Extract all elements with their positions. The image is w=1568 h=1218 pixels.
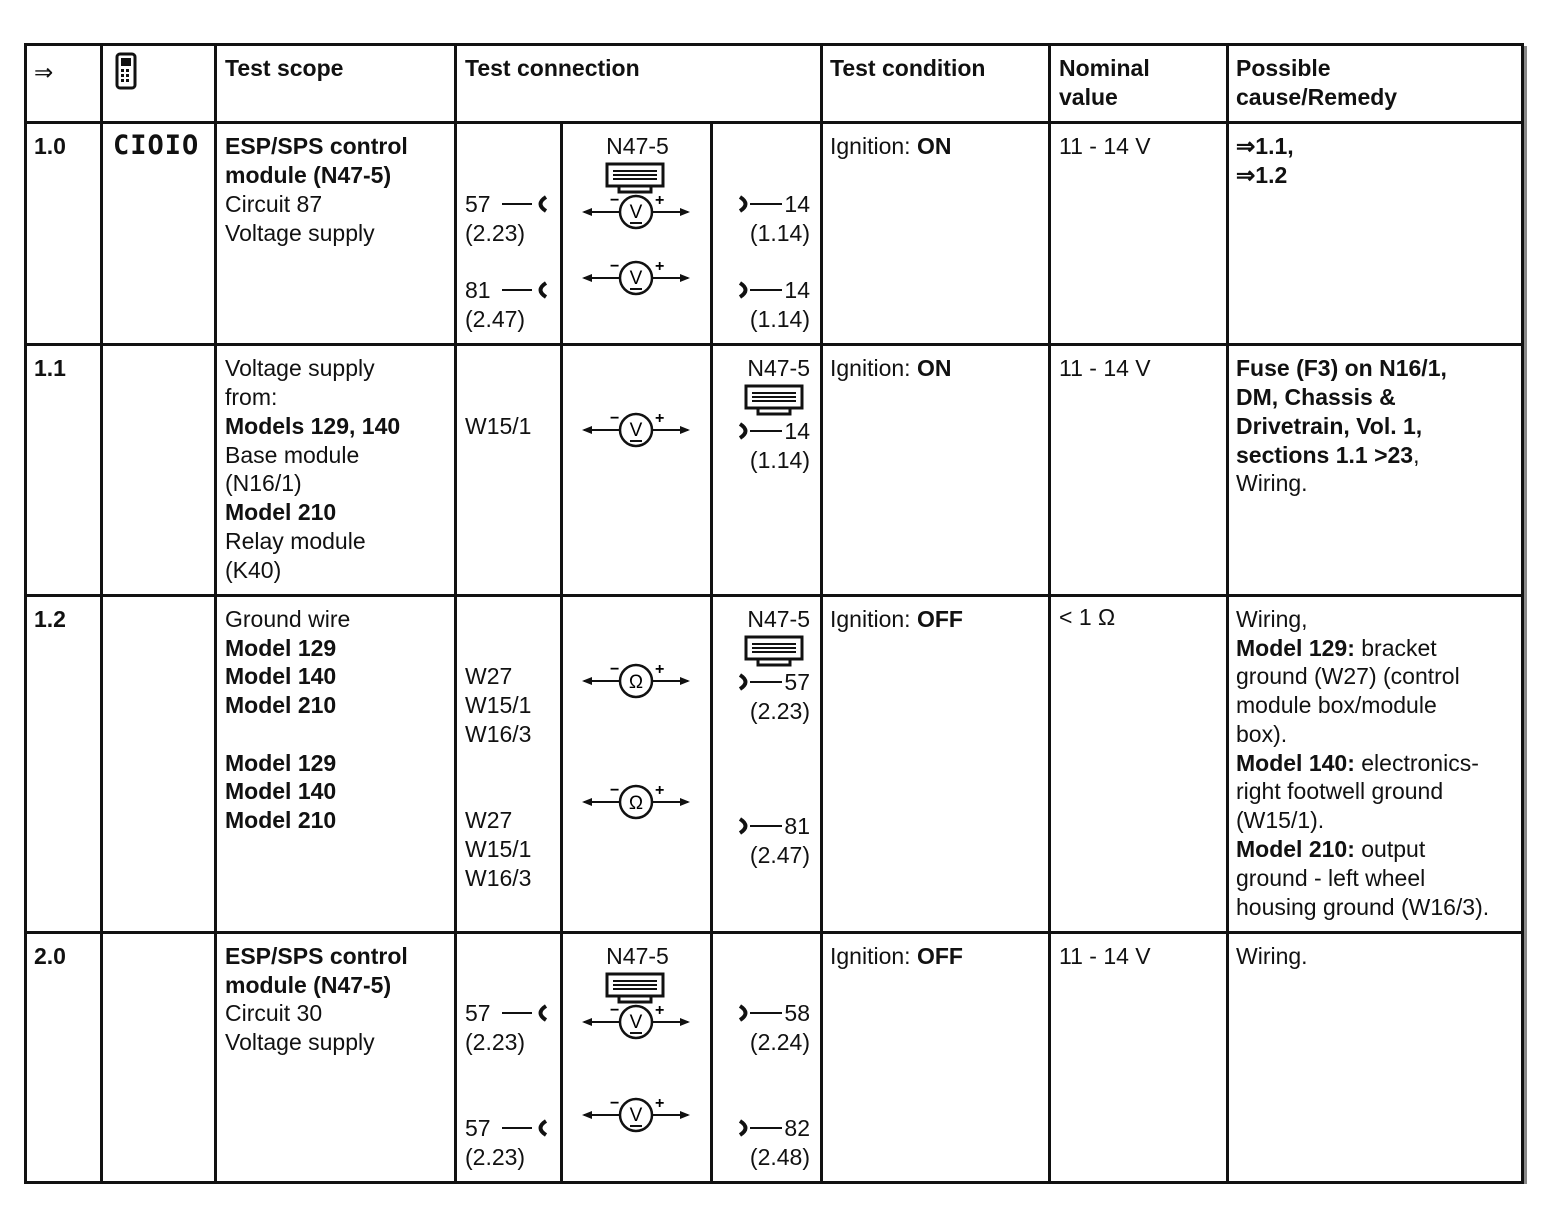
- table-right-border: [1521, 43, 1524, 1184]
- pin-right: 81: [784, 813, 810, 839]
- tester-icon: [114, 52, 140, 92]
- scope-line: Model 129: [225, 635, 337, 661]
- scope-line: Model 140: [225, 663, 337, 689]
- pin-right: 82: [784, 1115, 810, 1141]
- svg-text:−: −: [610, 1095, 620, 1112]
- cause-line: [1236, 441, 1419, 470]
- scope-line: Voltage supply: [225, 355, 375, 381]
- header-test-scope: Test scope: [225, 55, 344, 81]
- condition-value: OFF: [916, 943, 963, 969]
- scope-line: (N16/1): [225, 470, 302, 496]
- condition-value: OFF: [916, 606, 963, 632]
- col-divider: [214, 43, 217, 1184]
- pin-right-ref: (2.47): [749, 842, 810, 868]
- ohmmeter-icon: [580, 784, 692, 824]
- pin-left: W15/1: [465, 413, 532, 439]
- meter-symbol: V: [629, 1105, 643, 1126]
- cause-line: [1236, 634, 1437, 663]
- meter-symbol: V: [629, 268, 643, 289]
- cause-line: module box/module: [1236, 692, 1437, 718]
- row-divider: [24, 343, 1524, 346]
- connector-label: N47-5: [606, 943, 669, 969]
- table-bottom-border: [24, 1181, 1524, 1184]
- scope-line: module (N47-5): [225, 972, 392, 998]
- step-number: 1.2: [34, 606, 66, 632]
- pin-right-ref: (2.48): [749, 1144, 810, 1170]
- connector-label: N47-5: [747, 355, 810, 381]
- svg-text:+: +: [655, 1095, 665, 1112]
- scope-line: (K40): [225, 557, 282, 583]
- cause-line: right footwell ground: [1236, 778, 1444, 804]
- scope-line: ESP/SPS control: [225, 943, 408, 969]
- cause-text: electronics-: [1354, 750, 1479, 776]
- col-divider: [560, 121, 563, 1184]
- cause-line: box).: [1236, 721, 1288, 747]
- pin-left-ref: (2.23): [465, 1144, 526, 1170]
- cause-bold: Model 129:: [1236, 635, 1355, 661]
- col-divider: [24, 43, 27, 1184]
- pin-right: 57: [784, 669, 810, 695]
- col-divider: [710, 121, 713, 1184]
- pin-right: 58: [784, 1000, 810, 1026]
- voltmeter-icon: [580, 1004, 692, 1044]
- svg-text:+: +: [655, 258, 665, 275]
- col-divider: [1226, 43, 1229, 1184]
- pin-left: 57: [465, 1000, 491, 1026]
- pin-right-ref: (2.24): [749, 1029, 810, 1055]
- col-divider: [100, 43, 103, 1184]
- condition-label: Ignition:: [830, 943, 911, 969]
- voltmeter-icon: [580, 260, 692, 300]
- scope-line: Model 129: [225, 750, 337, 776]
- pin-left: W15/1: [465, 836, 532, 862]
- scope-line: Model 210: [225, 499, 337, 525]
- pin-left: 81: [465, 277, 491, 303]
- svg-text:+: +: [655, 1002, 665, 1019]
- tester-code: CIOIO: [113, 130, 200, 161]
- svg-text:−: −: [610, 782, 620, 799]
- condition-label: Ignition:: [830, 133, 911, 159]
- scope-line: Model 140: [225, 778, 337, 804]
- voltmeter-icon: [580, 1097, 692, 1137]
- pin-right-ref: (1.14): [749, 306, 810, 332]
- col-divider: [820, 43, 823, 1184]
- pin-left-ref: (2.47): [465, 306, 526, 332]
- nominal-value: 11 - 14 V: [1059, 943, 1151, 969]
- scope-line: Model 210: [225, 807, 337, 833]
- voltmeter-icon: [580, 412, 692, 452]
- nominal-value: 11 - 14 V: [1059, 355, 1151, 381]
- ohmmeter-icon: [580, 663, 692, 703]
- connector-label: N47-5: [606, 133, 669, 159]
- col-divider: [454, 43, 457, 1184]
- pin-left: W27: [465, 807, 513, 833]
- svg-text:+: +: [655, 782, 665, 799]
- pin-left: W16/3: [465, 721, 532, 747]
- meter-symbol: V: [629, 202, 643, 223]
- nominal-value: 11 - 14 V: [1059, 133, 1151, 159]
- cause-line: [1236, 835, 1425, 864]
- scope-line: Voltage supply: [225, 220, 375, 246]
- cause-text: bracket: [1354, 635, 1437, 661]
- svg-text:−: −: [610, 410, 620, 427]
- svg-text:−: −: [610, 192, 620, 209]
- pin-left: W16/3: [465, 865, 532, 891]
- pin-left: W15/1: [465, 692, 532, 718]
- test-condition: [830, 942, 963, 971]
- step-number: 2.0: [34, 943, 66, 969]
- cause-line: Wiring.: [1236, 470, 1308, 496]
- probe-plug-icon: [502, 281, 550, 299]
- row-divider: [24, 594, 1524, 597]
- connector-plug-icon: [744, 635, 804, 667]
- cause-text: ,: [1413, 442, 1420, 468]
- header-possible-cause: Possible: [1236, 55, 1331, 81]
- svg-text:−: −: [610, 258, 620, 275]
- condition-label: Ignition:: [830, 606, 911, 632]
- probe-plug-icon: [502, 1004, 550, 1022]
- cause-line: Wiring.: [1236, 943, 1308, 969]
- pin-right: 14: [784, 418, 810, 444]
- cause-line: [1236, 749, 1479, 778]
- cause-bold: Model 140:: [1236, 750, 1355, 776]
- probe-plug-icon: [502, 195, 550, 213]
- svg-text:+: +: [655, 661, 665, 678]
- nominal-value: < 1 Ω: [1059, 604, 1116, 630]
- pin-left-ref: (2.23): [465, 1029, 526, 1055]
- svg-text:+: +: [655, 192, 665, 209]
- row-divider: [24, 121, 1524, 124]
- header-nominal-value: value: [1059, 84, 1118, 110]
- cause-line: ⇒1.2: [1236, 162, 1288, 188]
- table-top-border: [24, 43, 1524, 46]
- svg-text:+: +: [655, 410, 665, 427]
- cause-line: Fuse (F3) on N16/1,: [1236, 355, 1447, 381]
- cause-text: output: [1354, 836, 1426, 862]
- cause-line: ground - left wheel: [1236, 865, 1426, 891]
- connector-plug-icon: [605, 162, 665, 194]
- pin-right: 14: [784, 277, 810, 303]
- meter-symbol: Ω: [628, 793, 644, 814]
- svg-text:−: −: [610, 1002, 620, 1019]
- test-condition: [830, 132, 951, 161]
- table-shadow: [1524, 46, 1527, 1184]
- pin-right-ref: (2.23): [749, 698, 810, 724]
- scope-line: Model 210: [225, 692, 337, 718]
- scope-line: Circuit 30: [225, 1000, 323, 1026]
- cause-line: ground (W27) (control: [1236, 663, 1460, 689]
- row-divider: [24, 931, 1524, 934]
- svg-text:−: −: [610, 661, 620, 678]
- col-divider: [1048, 43, 1051, 1184]
- pin-right-ref: (1.14): [749, 447, 810, 473]
- condition-value: ON: [916, 133, 952, 159]
- pin-right-ref: (1.14): [749, 220, 810, 246]
- voltmeter-icon: [580, 194, 692, 234]
- header-arrow: ⇒: [34, 59, 54, 85]
- cause-bold: sections 1.1 >23: [1236, 442, 1414, 468]
- meter-symbol: Ω: [628, 672, 644, 693]
- condition-label: Ignition:: [830, 355, 911, 381]
- probe-plug-icon: [502, 1119, 550, 1137]
- connector-plug-icon: [605, 972, 665, 1004]
- scope-line: Relay module: [225, 528, 366, 554]
- cause-line: housing ground (W16/3).: [1236, 894, 1490, 920]
- step-number: 1.0: [34, 133, 66, 159]
- scope-line: Voltage supply: [225, 1029, 375, 1055]
- pin-left: 57: [465, 1115, 491, 1141]
- test-condition: [830, 605, 963, 634]
- test-condition: [830, 354, 951, 383]
- step-number: 1.1: [34, 355, 66, 381]
- pin-left-ref: (2.23): [465, 220, 526, 246]
- scope-line: ESP/SPS control: [225, 133, 408, 159]
- scope-line: from:: [225, 384, 278, 410]
- pin-left: W27: [465, 663, 513, 689]
- header-test-condition: Test condition: [830, 55, 986, 81]
- header-test-connection: Test connection: [465, 55, 640, 81]
- condition-value: ON: [916, 355, 952, 381]
- scope-line: Base module: [225, 442, 360, 468]
- scope-line: Circuit 87: [225, 191, 323, 217]
- connector-label: N47-5: [747, 606, 810, 632]
- cause-bold: Model 210:: [1236, 836, 1355, 862]
- scope-line: Models 129, 140: [225, 413, 401, 439]
- cause-line: DM, Chassis &: [1236, 384, 1396, 410]
- scope-line: Ground wire: [225, 606, 351, 632]
- cause-line: Wiring,: [1236, 606, 1308, 632]
- connector-plug-icon: [744, 384, 804, 416]
- meter-symbol: V: [629, 1012, 643, 1033]
- cause-line: Drivetrain, Vol. 1,: [1236, 413, 1423, 439]
- scope-line: module (N47-5): [225, 162, 392, 188]
- cause-line: (W15/1).: [1236, 807, 1325, 833]
- meter-symbol: V: [629, 420, 643, 441]
- pin-left: 57: [465, 191, 491, 217]
- cause-line: ⇒1.1,: [1236, 133, 1294, 159]
- header-nominal-value: Nominal: [1059, 55, 1150, 81]
- pin-right: 14: [784, 191, 810, 217]
- header-possible-cause: cause/Remedy: [1236, 84, 1398, 110]
